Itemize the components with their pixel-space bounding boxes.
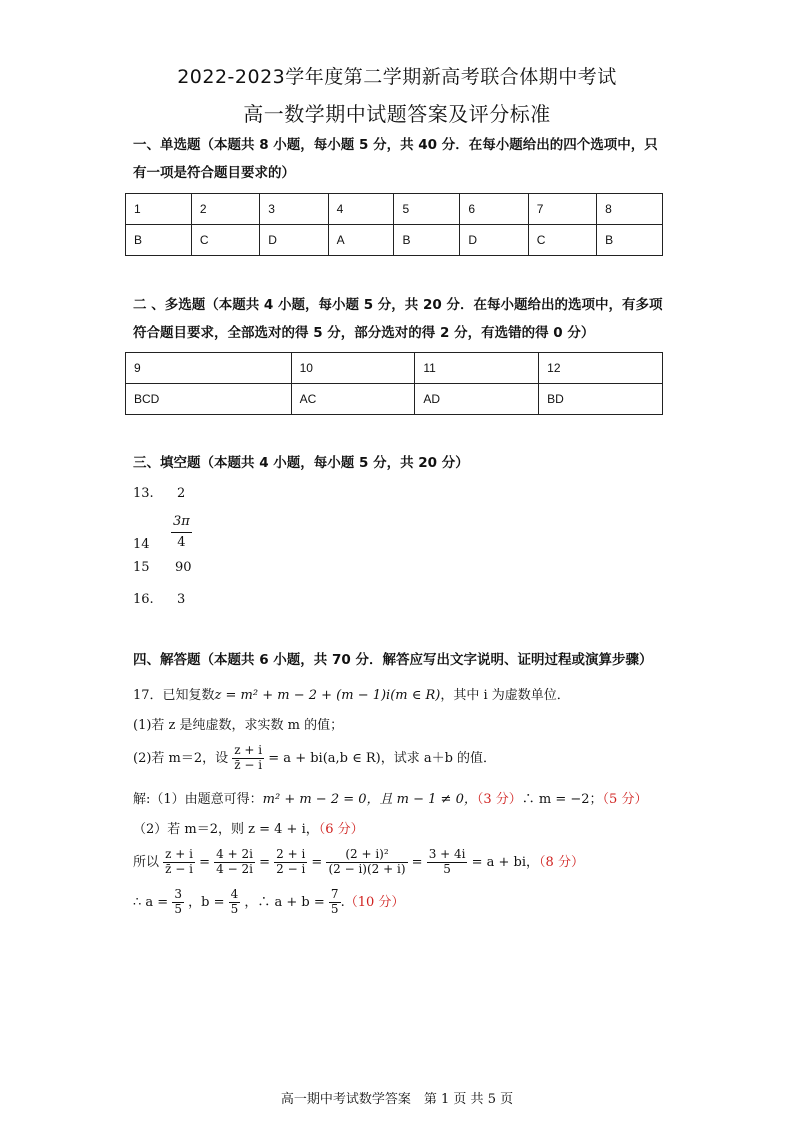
section1-heading — [133, 131, 673, 187]
question-number: 3 — [260, 194, 328, 225]
section2-heading — [133, 291, 673, 347]
score-8: （8 分） — [539, 854, 584, 870]
fill-item-15 — [133, 560, 192, 575]
answer-cell: AC — [291, 384, 415, 415]
item-number: 16. — [133, 592, 154, 607]
fraction-z-plus-i-over-zbar-minus-i: $\frac{z + i}{z̄ - i}$ — [234, 743, 263, 772]
question-number: 9 — [126, 353, 292, 384]
question-number: 4 — [328, 194, 394, 225]
solution-line-4: ∴ a = $\frac{3}{5}$ ，b = $\frac{4}{5}$ ，∴ a + b = $\frac{7}{5}$ .（10 分） — [133, 887, 405, 916]
item-number: 14 — [133, 537, 150, 552]
q17-stem-a: 17．已知复数 — [133, 688, 215, 703]
fraction-3: $\frac{2 + i}{2 - i}$ — [276, 847, 306, 876]
item-answer: 2 — [177, 486, 186, 501]
sol-line4-c: ，∴ a + b = — [244, 894, 325, 910]
title-line-2: 高一数学期中试题答案及评分标准 — [243, 102, 551, 126]
sol-line2-a: （2）若 m＝2，则 z = 4 + i， — [133, 822, 319, 837]
fraction-numerator: 3π — [171, 512, 192, 533]
answer-cell: C — [528, 225, 596, 256]
question-number: 10 — [291, 353, 415, 384]
item-answer: 90 — [175, 560, 192, 575]
answer-cell: B — [597, 225, 663, 256]
sol-line1-c: ∴ m = −2； — [521, 792, 603, 807]
fraction-5: $\frac{3 + 4i}{5}$ — [428, 847, 466, 876]
score-6: （6 分） — [318, 822, 364, 837]
sol-line1-a: 解:（1）由题意可得： — [133, 792, 263, 807]
item-number: 15 — [133, 560, 150, 575]
section4-heading: 四、解答题（本题共 6 小题，共 70 分．解答应写出文字说明、证明过程或演算步骤） — [133, 652, 653, 668]
item-number: 13. — [133, 486, 154, 501]
answer-cell: D — [260, 225, 328, 256]
sol-line1-b: m² + m − 2 = 0，且 m − 1 ≠ 0， — [262, 792, 477, 807]
question-number: 7 — [528, 194, 596, 225]
fraction-a-plus-b: $\frac{7}{5}$ — [330, 887, 339, 916]
fraction-denominator: 4 — [177, 535, 186, 550]
q17-part1: (1)若 z 是纯虚数，求实数 m 的值； — [133, 718, 344, 733]
section2-answer-table — [125, 352, 663, 415]
table-row — [126, 225, 663, 256]
fraction-2: $\frac{4 + 2i}{4 - 2i}$ — [216, 847, 253, 876]
fill-item-13 — [133, 486, 186, 501]
q17-part2 — [133, 744, 496, 773]
answer-cell: D — [460, 225, 528, 256]
answer-cell: BD — [539, 384, 663, 415]
answer-cell: B — [394, 225, 460, 256]
section2-heading-b: 符合题目要求，全部选对的得 5 分，部分选对的得 2 分，有选错的得 0 分） — [133, 325, 595, 341]
q17-part2-a: (2)若 m＝2，设 — [133, 750, 229, 766]
title-line-1: 2022-2023学年度第二学期新高考联合体期中考试 — [177, 66, 617, 88]
score-5: （5 分） — [602, 792, 648, 807]
sol-line3-end: = a + bi， — [471, 854, 540, 870]
fraction-4: $\frac{\text{(2 + i)²}}{(2 - i)(2 + i)}$ — [328, 847, 406, 876]
question-number: 8 — [597, 194, 663, 225]
fraction-a: $\frac{3}{5}$ — [174, 887, 182, 916]
answer-cell: BCD — [126, 384, 292, 415]
question-number: 12 — [539, 353, 663, 384]
sol-line4-b: ，b = — [188, 894, 225, 910]
sol-line3-a: 所以 — [133, 854, 160, 870]
fraction-1: $\frac{z + i}{z̄ - i}$ — [165, 847, 193, 876]
solution-line-2 — [133, 818, 364, 837]
table-row — [126, 384, 663, 415]
q17-stem — [133, 684, 570, 703]
question-number: 1 — [126, 194, 192, 225]
score-10: （10 分） — [344, 894, 405, 910]
q17-stem-b: ，其中 i 为虚数单位． — [440, 688, 570, 703]
page-footer: 高一期中考试数学答案 第 1 页 共 5 页 — [280, 1092, 514, 1107]
question-number: 2 — [191, 194, 259, 225]
q17-part2-b: = a + bi(a,b ∈ R)，试求 a＋b 的值． — [268, 750, 497, 766]
table-row — [126, 353, 663, 384]
question-number: 11 — [415, 353, 539, 384]
question-number: 6 — [460, 194, 528, 225]
section3-heading: 三、填空题（本题共 4 小题，每小题 5 分，共 20 分） — [133, 455, 469, 471]
section1-heading-b: 有一项是符合题目要求的） — [133, 165, 295, 181]
item-answer: 3 — [177, 592, 186, 607]
answer-cell: C — [191, 225, 259, 256]
table-row — [126, 194, 663, 225]
sol-line4-a: ∴ a = — [133, 894, 169, 910]
fraction-b: $\frac{4}{5}$ — [230, 887, 239, 916]
section1-heading-a: 一、单选题（本题共 8 小题，每小题 5 分，共 40 分．在每小题给出的四个选项中，只 — [133, 137, 658, 153]
fill-item-14 — [133, 537, 150, 552]
solution-line-1 — [133, 788, 647, 807]
section2-heading-a: 二 、多选题（本题共 4 小题，每小题 5 分，共 20 分．在每小题给出的选项中，有多项 — [133, 297, 663, 313]
solution-line-3: 所以 $\frac{z + i}{z̄ - i}$ = $\frac{4 + 2i}{4 - 2i}$ = $\frac{2 + i}{2 - i}$ = $\frac{\text{(2 + i)²}}{(2 - i)(2 + i)}$ = $\frac{3 + 4i}{5}$ = a + bi，（8 分） — [133, 847, 584, 876]
question-number: 5 — [394, 194, 460, 225]
fill-item-14-answer — [171, 512, 192, 553]
answer-cell: B — [126, 225, 192, 256]
answer-cell: AD — [415, 384, 539, 415]
score-3: （3 分） — [476, 792, 522, 807]
q17-formula: z = m² + m − 2 + (m − 1)i(m ∈ R) — [214, 688, 441, 703]
answer-cell: A — [328, 225, 394, 256]
fill-item-16 — [133, 592, 186, 607]
section1-answer-table — [125, 193, 663, 256]
